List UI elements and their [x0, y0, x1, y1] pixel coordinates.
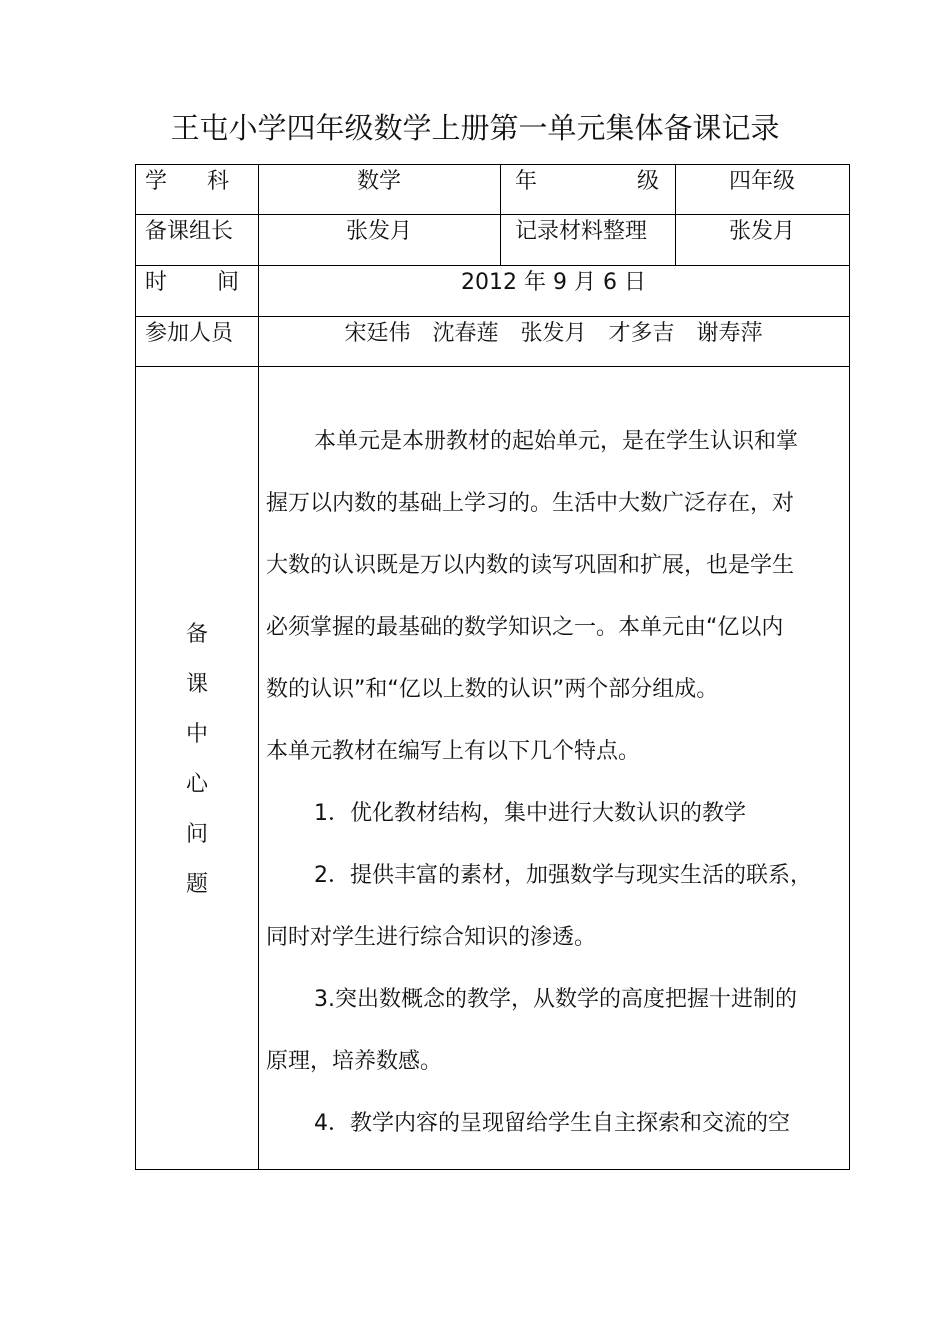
content-line: 4．教学内容的呈现留给学生自主探索和交流的空	[314, 1111, 790, 1136]
table-row-divider	[135, 265, 850, 266]
participants-label: 参加人员	[145, 321, 234, 346]
time-label-char: 间	[216, 270, 239, 295]
time-label-char: 时	[145, 270, 168, 295]
table-row-divider	[135, 366, 850, 367]
content-line: 2．提供丰富的素材，加强数学与现实生活的联系，	[314, 863, 812, 888]
content-line: 本单元是本册教材的起始单元，是在学生认识和掌	[314, 429, 799, 454]
content-line: 数的认识”和“亿以上数的认识”两个部分组成。	[266, 677, 719, 702]
center-label-char: 课	[185, 672, 208, 697]
recorder-label: 记录材料整理	[515, 219, 648, 244]
content-line: 同时对学生进行综合知识的渗透。	[266, 925, 597, 950]
content-line: 必须掌握的最基础的数学知识之一。本单元由“亿以内	[266, 615, 784, 640]
grade-label-char: 年	[515, 169, 538, 194]
center-question-label	[136, 615, 258, 915]
center-label-char: 中	[185, 722, 208, 747]
time-label	[145, 268, 239, 298]
participants-value: 宋廷伟 沈春莲 张发月 才多吉 谢寿萍	[344, 321, 763, 346]
center-question-content	[266, 418, 846, 1162]
content-line: 本单元教材在编写上有以下几个特点。	[266, 739, 641, 764]
content-line: 原理，培养数感。	[266, 1049, 443, 1074]
subject-label-char: 学	[145, 169, 168, 194]
table-border-right	[849, 164, 850, 1170]
subject-label	[145, 167, 229, 197]
table-col-divider	[258, 164, 259, 1170]
center-label-char: 心	[185, 772, 208, 797]
table-border-top	[135, 164, 850, 165]
leader-value: 张发月	[345, 219, 412, 244]
table-row-divider	[135, 316, 850, 317]
subject-label-char: 科	[206, 169, 229, 194]
recorder-value: 张发月	[728, 219, 795, 244]
content-line: 1．优化教材结构，集中进行大数认识的教学	[314, 801, 746, 826]
content-line: 大数的认识既是万以内数的读写巩固和扩展，也是学生	[266, 553, 795, 578]
center-label-char: 题	[185, 872, 208, 897]
document-title: 王屯小学四年级数学上册第一单元集体备课记录	[170, 111, 780, 145]
leader-label: 备课组长	[145, 219, 234, 244]
grade-value: 四年级	[728, 169, 795, 194]
content-line: 握万以内数的基础上学习的。生活中大数广泛存在，对	[266, 491, 795, 516]
grade-label-char: 级	[636, 169, 659, 194]
content-line: 3.突出数概念的教学，从数学的高度把握十进制的	[314, 987, 797, 1012]
subject-value: 数学	[356, 169, 401, 194]
center-label-char: 备	[185, 622, 208, 647]
table-row-divider	[135, 214, 850, 215]
center-label-char: 问	[185, 822, 208, 847]
table-border-bottom	[135, 1169, 850, 1170]
grade-label	[515, 167, 659, 197]
time-value: 2012 年 9 月 6 日	[461, 270, 646, 295]
table-col-divider	[500, 164, 501, 266]
